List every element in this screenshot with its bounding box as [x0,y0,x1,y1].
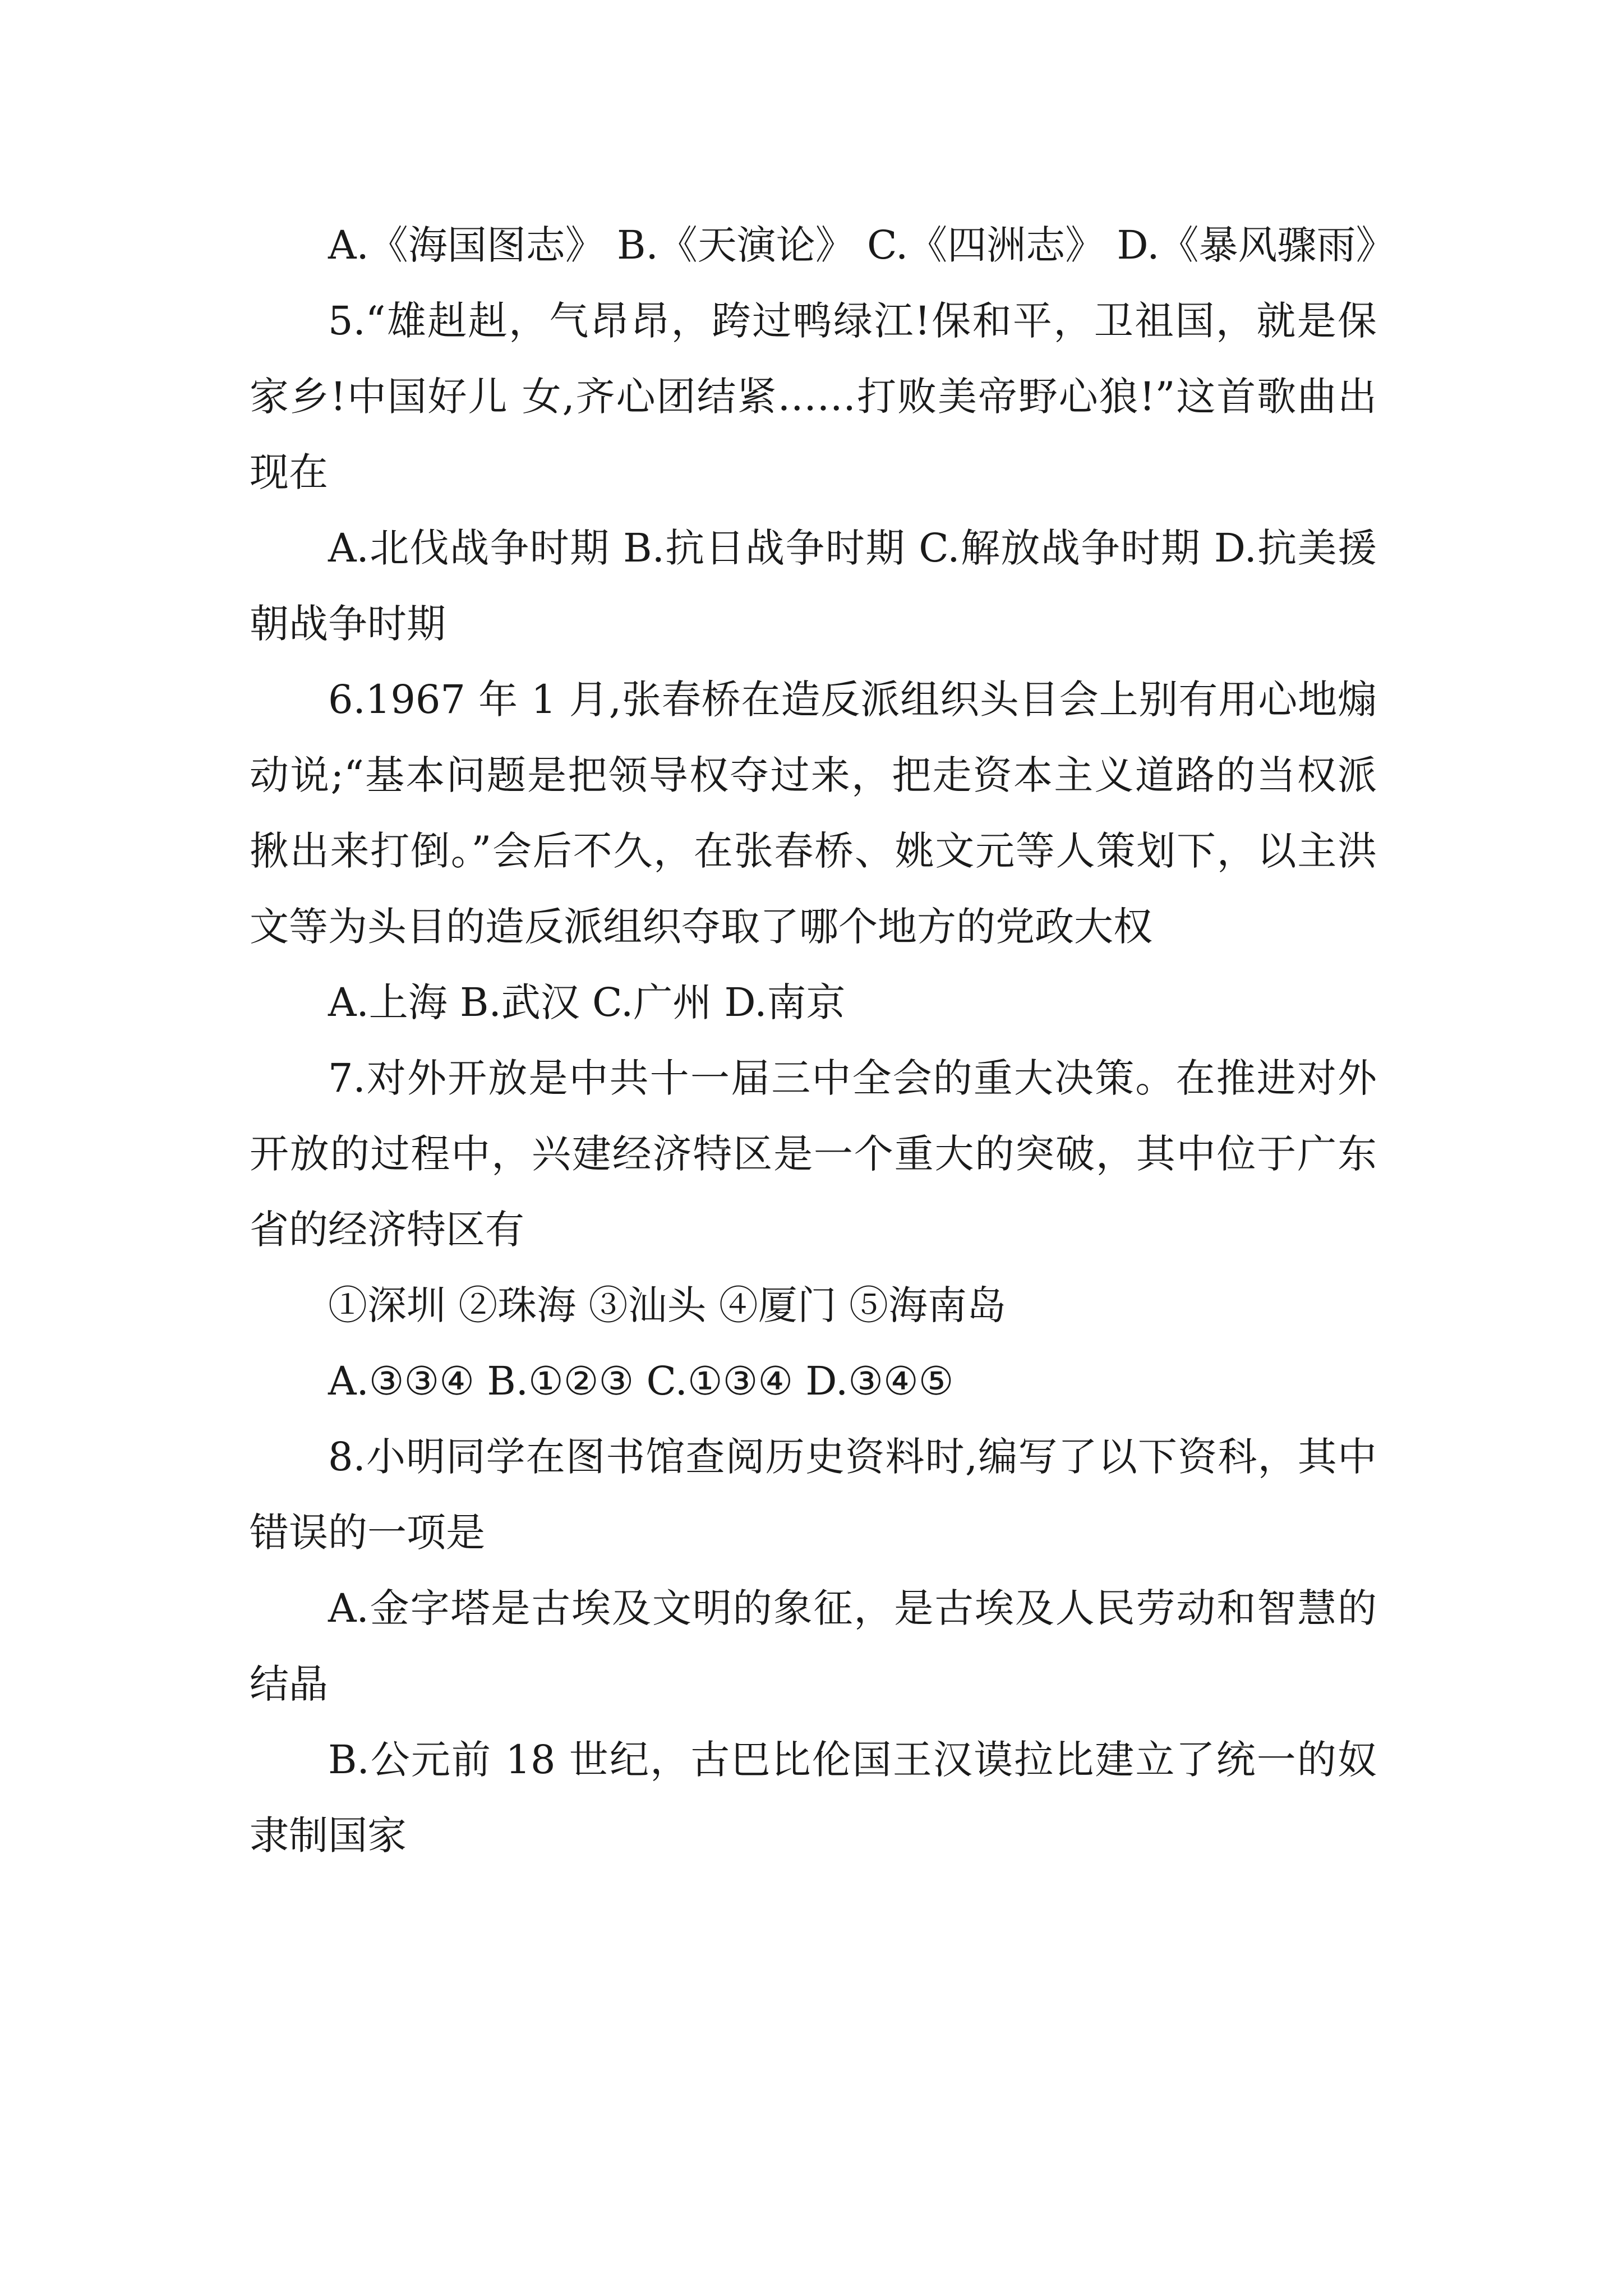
q7-stem: 7.对外开放是中共十一届三中全会的重大决策。在推进对外开放的过程中，兴建经济特区是一个重大的突破，其中位于广东省的经济特区有 [250,1055,1377,1253]
q7-items: ①深圳 ②珠海 ③汕头 ④厦门 ⑤海南岛 [328,1282,1007,1328]
q7-options: A.③③④ B.①②③ C.①③④ D.③④⑤ [328,1358,954,1404]
q5-options: A.北伐战争时期 B.抗日战争时期 C.解放战争时期 D.抗美援朝战争时期 [250,525,1377,647]
document-body [250,208,1395,1874]
q6-options: A.上海 B.武汉 C.广州 D.南京 [328,979,846,1025]
q8-option-a: A.金字塔是古埃及文明的象征，是古埃及人民劳动和智慧的结晶 [250,1585,1377,1707]
q6-stem: 6.1967 年 1 月,张春桥在造反派组织头目会上别有用心地煽动说;“基本问题是把领导权夺过来，把走资本主义道路的当权派揪出来打倒。”会后不久，在张春桥、姚文元等人策划下，以主洪文等为头目的造反派组织夺取了哪个地方的党政大权 [250,677,1377,950]
q8-option-b: B.公元前 18 世纪，古巴比伦国王汉谟拉比建立了统一的奴隶制国家 [250,1737,1377,1858]
q8-stem: 8.小明同学在图书馆查阅历史资料时,编写了以下资科，其中错误的一项是 [250,1434,1377,1556]
q5-stem: 5.“雄赳赳，气昂昂，跨过鸭绿江!保和平，卫祖国，就是保家乡!中国好儿 女,齐心团结紧……打败美帝野心狼!”这首歌曲出现在 [250,298,1377,495]
q4-options: A.《海国图志》 B.《天演论》 C.《四洲志》 D.《暴风骤雨》 [328,222,1395,268]
